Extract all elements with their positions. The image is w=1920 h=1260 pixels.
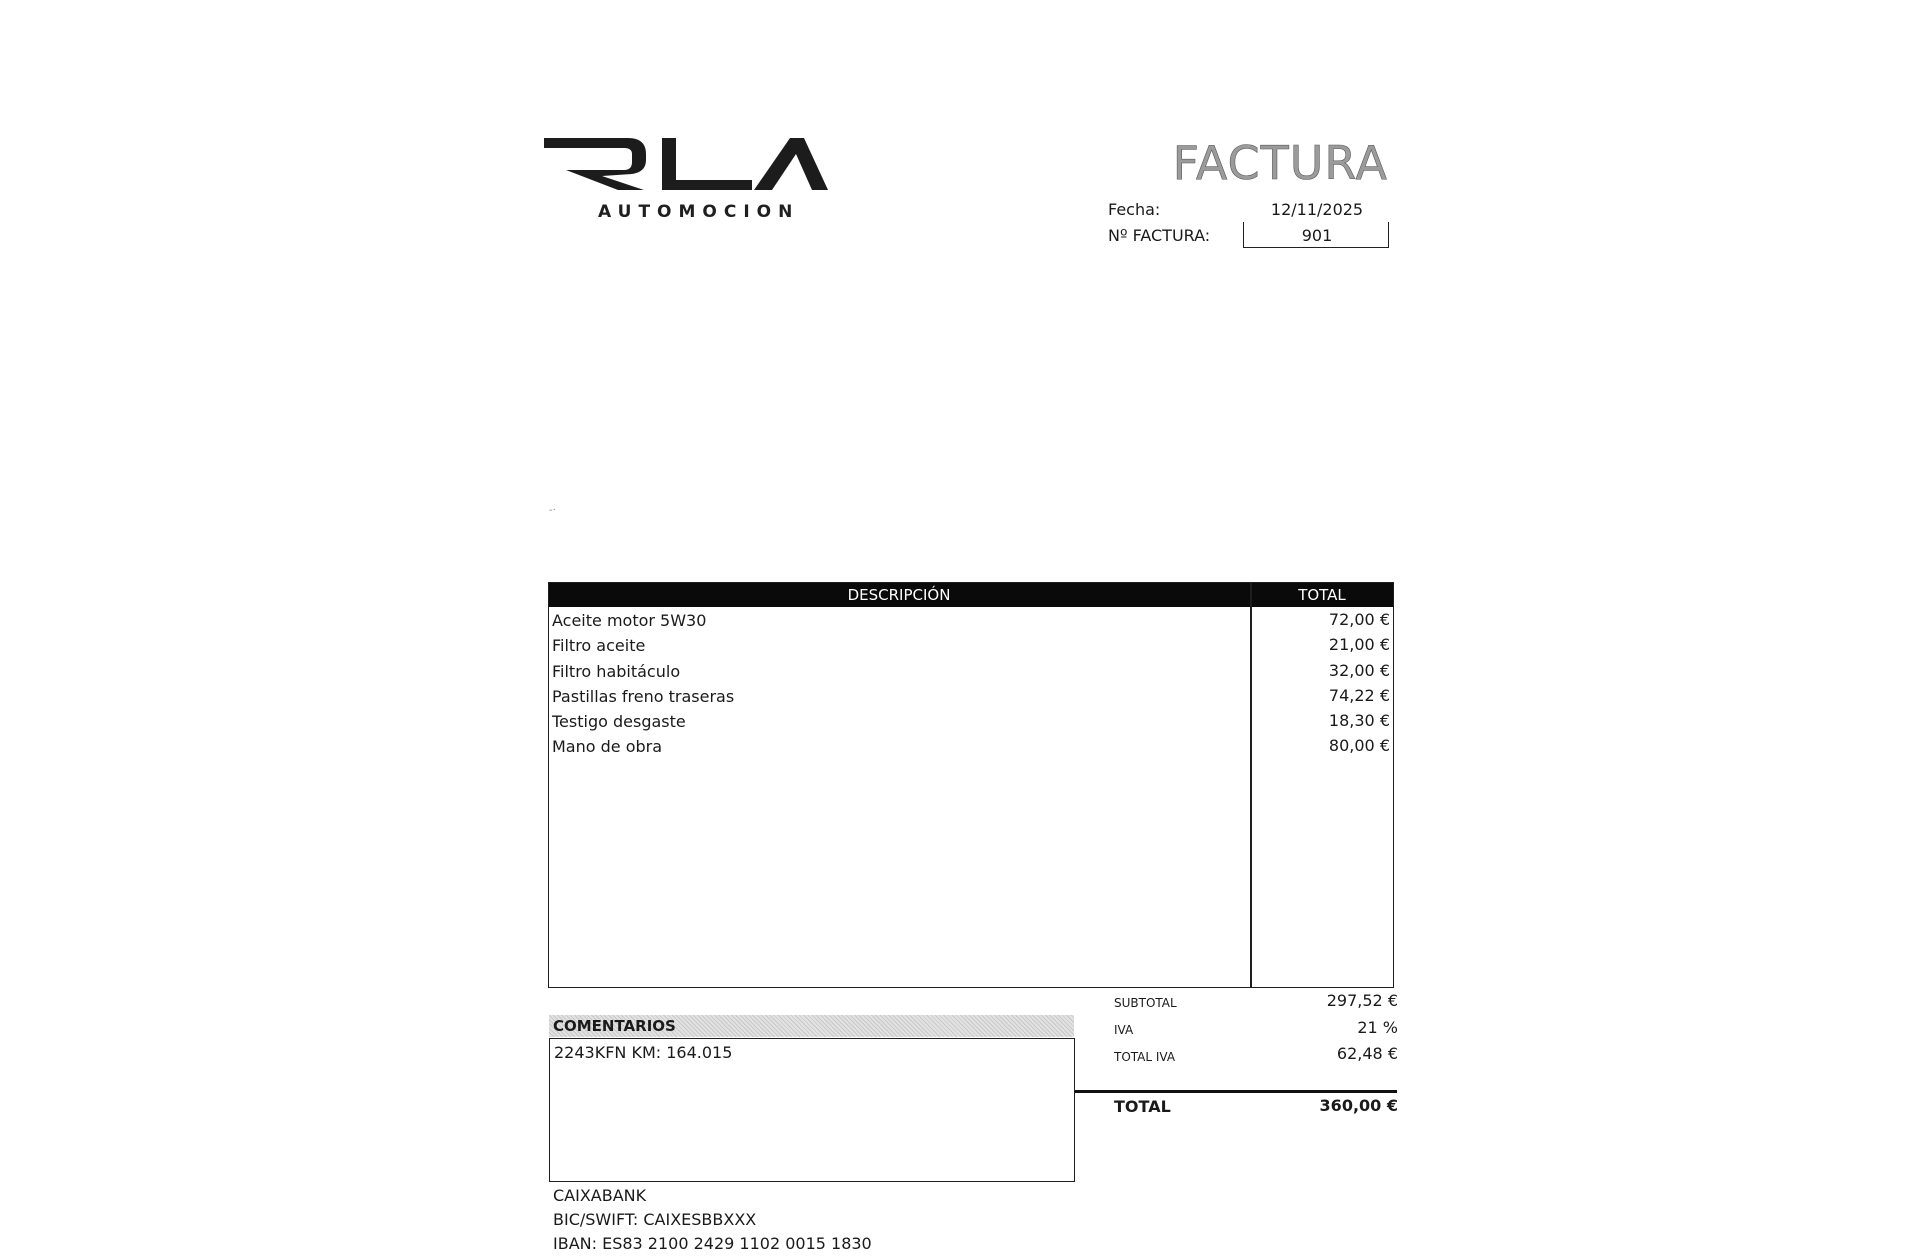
item-description: Filtro aceite	[552, 636, 646, 656]
table-row	[549, 710, 1393, 735]
date-value: 12/11/2025	[1270, 200, 1364, 219]
document-title: FACTURA	[1172, 136, 1388, 190]
column-header-description: DESCRIPCIÓN	[847, 586, 951, 604]
rla-logo-mark	[540, 134, 830, 196]
item-description: Pastillas freno traseras	[552, 686, 735, 706]
table-row	[549, 735, 1393, 760]
scan-mark: -·	[549, 505, 556, 516]
logo-subtitle: AUTOMOCION	[598, 202, 800, 222]
subtotal-value: 297,52 €	[1326, 991, 1398, 1010]
items-table	[548, 582, 1394, 988]
iva-label: IVA	[1114, 1023, 1134, 1037]
date-label: Fecha:	[1108, 200, 1161, 219]
item-total: 18,30 €	[1328, 711, 1390, 731]
comments-box	[549, 1038, 1075, 1182]
iva-value: 21 %	[1357, 1018, 1398, 1037]
item-total: 21,00 €	[1328, 635, 1390, 655]
subtotal-label: SUBTOTAL	[1114, 996, 1177, 1010]
bank-bic: BIC/SWIFT: CAIXESBBXXX	[553, 1210, 757, 1229]
column-header-total: TOTAL	[1298, 586, 1346, 604]
item-description: Aceite motor 5W30	[552, 611, 707, 630]
item-description: Filtro habitáculo	[552, 661, 681, 681]
item-total: 74,22 €	[1328, 685, 1390, 705]
table-row	[549, 660, 1393, 685]
invoice-number-value: 901	[1301, 226, 1333, 245]
items-rows	[549, 609, 1393, 761]
total-iva-label: TOTAL IVA	[1114, 1050, 1176, 1064]
items-table-header	[549, 583, 1393, 607]
grand-total-value: 360,00 €	[1319, 1096, 1398, 1115]
item-description: Testigo desgaste	[552, 712, 686, 732]
comments-text: 2243KFN KM: 164.015	[554, 1043, 733, 1062]
bank-iban: IBAN: ES83 2100 2429 1102 0015 1830	[553, 1234, 872, 1253]
total-divider	[1074, 1090, 1397, 1093]
item-total: 72,00 €	[1328, 610, 1390, 629]
bank-name: CAIXABANK	[553, 1186, 647, 1205]
grand-total-label: TOTAL	[1114, 1097, 1171, 1116]
table-row	[549, 609, 1393, 634]
table-row	[549, 685, 1393, 710]
total-iva-value: 62,48 €	[1336, 1044, 1398, 1063]
table-row	[549, 634, 1393, 659]
company-logo	[540, 134, 830, 224]
invoice-number-label: Nº FACTURA:	[1108, 226, 1211, 245]
comments-header: COMENTARIOS	[549, 1015, 1074, 1037]
item-description: Mano de obra	[552, 737, 663, 757]
item-total: 80,00 €	[1328, 736, 1390, 756]
item-total: 32,00 €	[1328, 660, 1390, 680]
